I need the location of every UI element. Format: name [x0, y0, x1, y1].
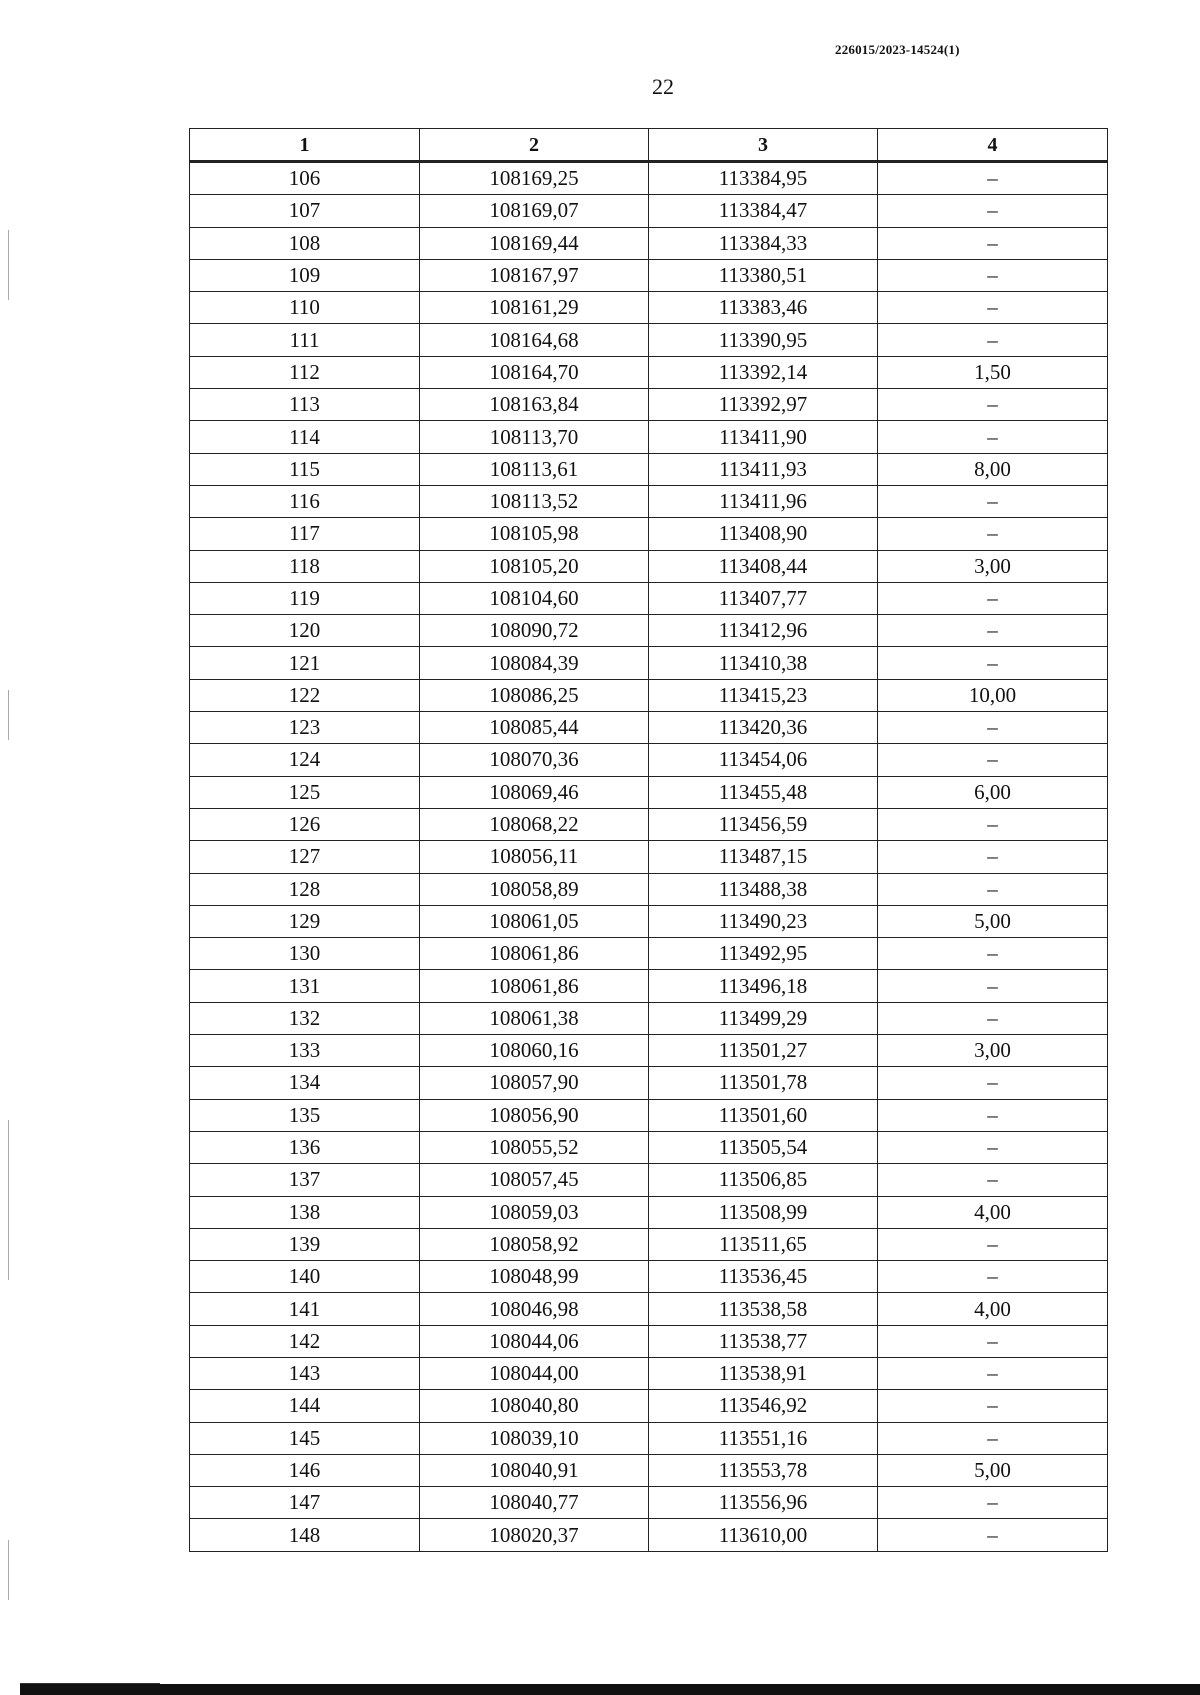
- table-cell-col1: 128: [190, 873, 420, 905]
- table-row: [190, 356, 1108, 388]
- table-cell-col3: 113536,45: [649, 1261, 878, 1293]
- header-row: [190, 129, 1108, 162]
- table-cell-col1: 140: [190, 1261, 420, 1293]
- table-cell-col1: 135: [190, 1099, 420, 1131]
- table-cell-col2: 108070,36: [420, 744, 649, 776]
- table-header: [190, 129, 1108, 162]
- table-cell-col1: 145: [190, 1422, 420, 1454]
- table-cell-col1: 119: [190, 582, 420, 614]
- table-cell-col2: 108020,37: [420, 1519, 649, 1551]
- table-cell-col1: 134: [190, 1067, 420, 1099]
- table-row: [190, 1131, 1108, 1163]
- table-cell-col1: 120: [190, 615, 420, 647]
- table-cell-col4: 3,00: [878, 550, 1108, 582]
- table-cell-col2: 108090,72: [420, 615, 649, 647]
- table-cell-col2: 108086,25: [420, 679, 649, 711]
- table-cell-col4: –: [878, 1390, 1108, 1422]
- table-row: [190, 615, 1108, 647]
- table-cell-col3: 113383,46: [649, 292, 878, 324]
- table-cell-col1: 147: [190, 1487, 420, 1519]
- table-cell-col1: 125: [190, 776, 420, 808]
- table-cell-col4: –: [878, 195, 1108, 227]
- table-row: [190, 808, 1108, 840]
- table-cell-col4: –: [878, 1261, 1108, 1293]
- table-cell-col3: 113506,85: [649, 1164, 878, 1196]
- table-cell-col3: 113556,96: [649, 1487, 878, 1519]
- table-cell-col2: 108056,90: [420, 1099, 649, 1131]
- table-cell-col3: 113551,16: [649, 1422, 878, 1454]
- table-cell-col3: 113501,60: [649, 1099, 878, 1131]
- table-row: [190, 1487, 1108, 1519]
- table-row: [190, 1454, 1108, 1486]
- table-cell-col1: 111: [190, 324, 420, 356]
- table-cell-col3: 113408,44: [649, 550, 878, 582]
- table-cell-col1: 118: [190, 550, 420, 582]
- table-cell-col2: 108040,80: [420, 1390, 649, 1422]
- table-cell-col2: 108040,91: [420, 1454, 649, 1486]
- table-cell-col4: –: [878, 421, 1108, 453]
- table-cell-col3: 113538,91: [649, 1357, 878, 1389]
- table-cell-col3: 113496,18: [649, 970, 878, 1002]
- table-row: [190, 582, 1108, 614]
- table-row: [190, 1293, 1108, 1325]
- table-row: [190, 292, 1108, 324]
- table-row: [190, 1228, 1108, 1260]
- scan-margin-mark: [8, 230, 9, 300]
- table-cell-col2: 108167,97: [420, 259, 649, 291]
- table-cell-col2: 108105,98: [420, 518, 649, 550]
- table-cell-col4: –: [878, 582, 1108, 614]
- table-cell-col2: 108113,70: [420, 421, 649, 453]
- scan-edge-bar: [20, 1684, 1200, 1695]
- table-cell-col1: 146: [190, 1454, 420, 1486]
- table-row: [190, 938, 1108, 970]
- table-cell-col2: 108104,60: [420, 582, 649, 614]
- table-cell-col2: 108055,52: [420, 1131, 649, 1163]
- table-cell-col2: 108061,86: [420, 970, 649, 1002]
- table-cell-col2: 108058,92: [420, 1228, 649, 1260]
- table-cell-col2: 108169,07: [420, 195, 649, 227]
- table-cell-col4: –: [878, 744, 1108, 776]
- table-cell-col1: 126: [190, 808, 420, 840]
- table-row: [190, 550, 1108, 582]
- table-row: [190, 1422, 1108, 1454]
- table-cell-col4: –: [878, 938, 1108, 970]
- table-row: [190, 518, 1108, 550]
- scan-margin-mark: [8, 1540, 9, 1600]
- table-cell-col1: 112: [190, 356, 420, 388]
- table-cell-col4: –: [878, 1131, 1108, 1163]
- table-cell-col3: 113538,58: [649, 1293, 878, 1325]
- table-cell-col1: 137: [190, 1164, 420, 1196]
- table-row: [190, 227, 1108, 259]
- table-cell-col1: 117: [190, 518, 420, 550]
- table-cell-col1: 133: [190, 1035, 420, 1067]
- table-cell-col2: 108105,20: [420, 550, 649, 582]
- table-cell-col3: 113410,38: [649, 647, 878, 679]
- table-row: [190, 421, 1108, 453]
- table-cell-col3: 113546,92: [649, 1390, 878, 1422]
- table-cell-col4: 4,00: [878, 1196, 1108, 1228]
- table-cell-col2: 108040,77: [420, 1487, 649, 1519]
- table-cell-col4: –: [878, 1067, 1108, 1099]
- table-cell-col2: 108061,05: [420, 905, 649, 937]
- table-cell-col3: 113411,96: [649, 485, 878, 517]
- table-cell-col3: 113411,90: [649, 421, 878, 453]
- table-cell-col1: 132: [190, 1002, 420, 1034]
- table-row: [190, 841, 1108, 873]
- table-cell-col4: –: [878, 970, 1108, 1002]
- table-row: [190, 1099, 1108, 1131]
- table-cell-col3: 113384,47: [649, 195, 878, 227]
- table-cell-col1: 136: [190, 1131, 420, 1163]
- table-row: [190, 1261, 1108, 1293]
- table-cell-col1: 139: [190, 1228, 420, 1260]
- table-cell-col4: –: [878, 808, 1108, 840]
- table-cell-col1: 109: [190, 259, 420, 291]
- table-cell-col4: –: [878, 162, 1108, 195]
- table-cell-col4: –: [878, 227, 1108, 259]
- table-row: [190, 776, 1108, 808]
- table-cell-col2: 108169,44: [420, 227, 649, 259]
- table-cell-col2: 108069,46: [420, 776, 649, 808]
- table-cell-col2: 108039,10: [420, 1422, 649, 1454]
- coordinates-table: [189, 128, 1108, 1552]
- table-cell-col2: 108057,45: [420, 1164, 649, 1196]
- table-cell-col3: 113511,65: [649, 1228, 878, 1260]
- table-cell-col2: 108048,99: [420, 1261, 649, 1293]
- table-cell-col3: 113508,99: [649, 1196, 878, 1228]
- table-cell-col1: 121: [190, 647, 420, 679]
- scan-margin-mark: [8, 1120, 9, 1280]
- table-row: [190, 1390, 1108, 1422]
- table-cell-col3: 113487,15: [649, 841, 878, 873]
- table-cell-col2: 108113,52: [420, 485, 649, 517]
- table-row: [190, 679, 1108, 711]
- table-cell-col3: 113384,33: [649, 227, 878, 259]
- table-cell-col3: 113501,27: [649, 1035, 878, 1067]
- table-row: [190, 712, 1108, 744]
- table-cell-col2: 108085,44: [420, 712, 649, 744]
- table-cell-col3: 113538,77: [649, 1325, 878, 1357]
- table-cell-col3: 113390,95: [649, 324, 878, 356]
- table-cell-col1: 142: [190, 1325, 420, 1357]
- document-id: 226015/2023-14524(1): [835, 42, 960, 57]
- table-cell-col3: 113408,90: [649, 518, 878, 550]
- table-cell-col4: 1,50: [878, 356, 1108, 388]
- table-row: [190, 1035, 1108, 1067]
- table-cell-col2: 108164,70: [420, 356, 649, 388]
- table-cell-col1: 124: [190, 744, 420, 776]
- table-row: [190, 195, 1108, 227]
- table-cell-col2: 108068,22: [420, 808, 649, 840]
- table-cell-col3: 113505,54: [649, 1131, 878, 1163]
- table-cell-col2: 108113,61: [420, 453, 649, 485]
- table-cell-col4: 10,00: [878, 679, 1108, 711]
- table-cell-col4: –: [878, 324, 1108, 356]
- table-row: [190, 1357, 1108, 1389]
- table-cell-col4: –: [878, 841, 1108, 873]
- table-cell-col4: 8,00: [878, 453, 1108, 485]
- table-cell-col2: 108084,39: [420, 647, 649, 679]
- table-cell-col4: –: [878, 1228, 1108, 1260]
- table-cell-col4: –: [878, 712, 1108, 744]
- table-cell-col1: 116: [190, 485, 420, 517]
- table-cell-col3: 113407,77: [649, 582, 878, 614]
- table-cell-col4: –: [878, 615, 1108, 647]
- table-cell-col1: 127: [190, 841, 420, 873]
- table-row: [190, 453, 1108, 485]
- table-cell-col3: 113490,23: [649, 905, 878, 937]
- table-cell-col3: 113455,48: [649, 776, 878, 808]
- table-cell-col4: –: [878, 518, 1108, 550]
- table-cell-col3: 113412,96: [649, 615, 878, 647]
- table-cell-col1: 130: [190, 938, 420, 970]
- table-cell-col1: 107: [190, 195, 420, 227]
- table-cell-col4: –: [878, 259, 1108, 291]
- table-cell-col3: 113456,59: [649, 808, 878, 840]
- table-cell-col2: 108164,68: [420, 324, 649, 356]
- table-row: [190, 744, 1108, 776]
- table-cell-col2: 108163,84: [420, 389, 649, 421]
- table-cell-col1: 129: [190, 905, 420, 937]
- table-row: [190, 873, 1108, 905]
- table-cell-col3: 113454,06: [649, 744, 878, 776]
- table-cell-col2: 108059,03: [420, 1196, 649, 1228]
- table-cell-col3: 113488,38: [649, 873, 878, 905]
- table-cell-col4: –: [878, 292, 1108, 324]
- table-cell-col3: 113501,78: [649, 1067, 878, 1099]
- table-row: [190, 259, 1108, 291]
- table-cell-col3: 113392,14: [649, 356, 878, 388]
- table-cell-col2: 108058,89: [420, 873, 649, 905]
- table-cell-col4: –: [878, 1325, 1108, 1357]
- table-cell-col2: 108161,29: [420, 292, 649, 324]
- table-row: [190, 324, 1108, 356]
- table-cell-col4: –: [878, 1422, 1108, 1454]
- table-cell-col2: 108060,16: [420, 1035, 649, 1067]
- table-cell-col1: 143: [190, 1357, 420, 1389]
- table-row: [190, 1325, 1108, 1357]
- table-cell-col1: 110: [190, 292, 420, 324]
- table-cell-col4: –: [878, 485, 1108, 517]
- table-cell-col2: 108061,86: [420, 938, 649, 970]
- table-cell-col1: 113: [190, 389, 420, 421]
- table-cell-col4: 6,00: [878, 776, 1108, 808]
- column-header: 4: [878, 129, 1108, 162]
- table-cell-col2: 108057,90: [420, 1067, 649, 1099]
- scan-margin-mark: [8, 690, 9, 740]
- table-row: [190, 389, 1108, 421]
- table-cell-col2: 108056,11: [420, 841, 649, 873]
- table-cell-col4: 4,00: [878, 1293, 1108, 1325]
- table-cell-col3: 113499,29: [649, 1002, 878, 1034]
- table-cell-col3: 113492,95: [649, 938, 878, 970]
- table-cell-col2: 108061,38: [420, 1002, 649, 1034]
- table-cell-col4: –: [878, 1487, 1108, 1519]
- table-row: [190, 905, 1108, 937]
- table-cell-col3: 113610,00: [649, 1519, 878, 1551]
- table-cell-col4: –: [878, 389, 1108, 421]
- table-cell-col1: 122: [190, 679, 420, 711]
- table-cell-col4: 3,00: [878, 1035, 1108, 1067]
- table-cell-col2: 108169,25: [420, 162, 649, 195]
- table-cell-col1: 106: [190, 162, 420, 195]
- page-number: 22: [652, 74, 674, 99]
- table-cell-col3: 113411,93: [649, 453, 878, 485]
- table-row: [190, 647, 1108, 679]
- table-cell-col2: 108044,06: [420, 1325, 649, 1357]
- table-cell-col1: 144: [190, 1390, 420, 1422]
- table-row: [190, 1067, 1108, 1099]
- table-row: [190, 1196, 1108, 1228]
- table-cell-col1: 148: [190, 1519, 420, 1551]
- table-cell-col2: 108044,00: [420, 1357, 649, 1389]
- table-cell-col1: 138: [190, 1196, 420, 1228]
- table-row: [190, 1002, 1108, 1034]
- table-cell-col4: –: [878, 873, 1108, 905]
- table-cell-col4: –: [878, 647, 1108, 679]
- table-cell-col1: 114: [190, 421, 420, 453]
- table-row: [190, 970, 1108, 1002]
- table-body: [190, 162, 1108, 1552]
- table-cell-col1: 115: [190, 453, 420, 485]
- table-row: [190, 1164, 1108, 1196]
- column-header: 2: [420, 129, 649, 162]
- table-cell-col4: –: [878, 1519, 1108, 1551]
- table-cell-col1: 131: [190, 970, 420, 1002]
- table-cell-col4: –: [878, 1002, 1108, 1034]
- column-header: 3: [649, 129, 878, 162]
- table-row: [190, 162, 1108, 195]
- table-cell-col1: 123: [190, 712, 420, 744]
- table-cell-col4: –: [878, 1099, 1108, 1131]
- table-cell-col1: 108: [190, 227, 420, 259]
- table-cell-col4: –: [878, 1164, 1108, 1196]
- table-cell-col3: 113420,36: [649, 712, 878, 744]
- table-cell-col3: 113380,51: [649, 259, 878, 291]
- table-cell-col4: 5,00: [878, 1454, 1108, 1486]
- table-row: [190, 485, 1108, 517]
- column-header: 1: [190, 129, 420, 162]
- table-cell-col3: 113384,95: [649, 162, 878, 195]
- table-cell-col3: 113415,23: [649, 679, 878, 711]
- table-cell-col3: 113553,78: [649, 1454, 878, 1486]
- table-cell-col4: –: [878, 1357, 1108, 1389]
- table-cell-col3: 113392,97: [649, 389, 878, 421]
- table-cell-col4: 5,00: [878, 905, 1108, 937]
- table-cell-col1: 141: [190, 1293, 420, 1325]
- table-row: [190, 1519, 1108, 1551]
- table-cell-col2: 108046,98: [420, 1293, 649, 1325]
